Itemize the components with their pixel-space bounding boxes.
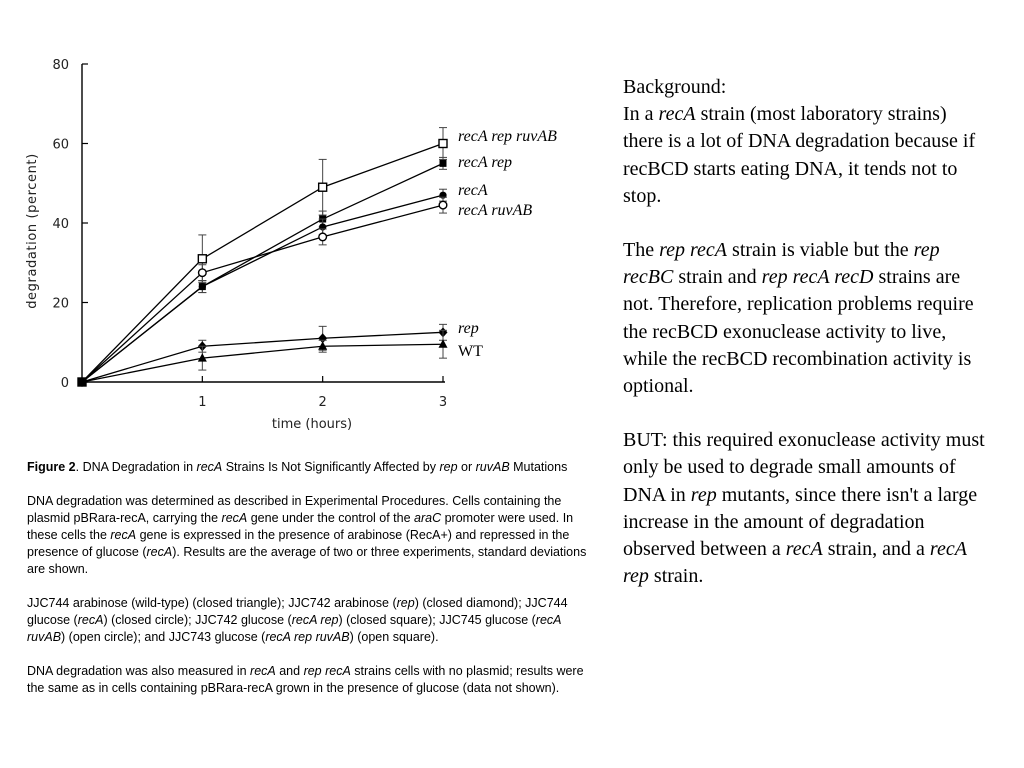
italic-term: recA ruvAB <box>27 613 562 644</box>
italic-term: rep <box>396 596 415 610</box>
figure-caption <box>27 459 587 714</box>
italic-term: ruvAB <box>475 460 510 474</box>
caption-title <box>27 459 587 476</box>
background-paragraph-2: The rep recA strain is viable but the rep recBC strain and rep recA recD strains are not. Therefore, replication problems require the recBCD exonuclease activity to live, while the recBCD recombination activity is optional. <box>623 239 974 398</box>
data-point-open-circle <box>319 233 327 241</box>
series-line <box>82 344 443 382</box>
series-line <box>82 163 443 382</box>
background-paragraph-1: In a recA strain (most laboratory strains) there is a lot of DNA degradation because if recBCD starts eating DNA, it tends not to stop. <box>623 103 976 207</box>
x-tick-label: 3 <box>438 395 448 410</box>
x-tick-label: 2 <box>318 395 327 410</box>
data-point-open-circle <box>199 269 207 277</box>
italic-term: recA <box>196 460 223 474</box>
italic-term: rep recA recD <box>761 266 874 289</box>
italic-term: rep recA <box>659 239 728 262</box>
y-tick-label: 20 <box>52 296 69 312</box>
x-tick-label: 1 <box>198 395 207 410</box>
italic-term: recA <box>146 545 173 559</box>
series-label: recA <box>458 182 488 199</box>
data-point-open-square <box>319 183 327 191</box>
data-point-open-square <box>198 255 206 263</box>
data-point-closed-triangle <box>318 341 327 350</box>
y-tick-label: 40 <box>52 217 69 232</box>
data-point-open-circle <box>439 201 447 209</box>
series-line <box>82 144 443 383</box>
italic-term: recA <box>110 528 137 542</box>
italic-term: rep recBC <box>623 239 940 289</box>
data-point-closed-circle <box>199 283 206 290</box>
italic-term: recA <box>221 511 248 525</box>
series-label: recA rep ruvAB <box>458 128 557 145</box>
y-tick-label: 60 <box>52 137 69 153</box>
italic-term: recA <box>250 664 276 678</box>
italic-term: rep recA <box>303 664 351 678</box>
background-text <box>623 74 988 617</box>
caption-paragraph-3: DNA degradation was also measured in recA and rep recA strains cells with no plasmid; results were the same as in cells containing pBRara-recA grown in the presence of glucose (data not shown). <box>27 664 584 695</box>
y-axis-label: degradation (percent) <box>25 153 40 309</box>
figure-label: Figure 2 <box>27 460 76 474</box>
italic-term: rep <box>690 483 717 506</box>
italic-term: recA rep <box>623 538 967 588</box>
series-label: WT <box>458 343 483 360</box>
italic-term: rep <box>439 460 458 474</box>
italic-term: araC <box>414 511 442 525</box>
series-label: recA rep <box>458 154 513 171</box>
data-point-open-square <box>439 140 447 148</box>
series-label: rep <box>458 320 479 337</box>
background-heading: Background: <box>623 76 727 98</box>
degradation-chart <box>0 0 600 450</box>
data-point-closed-square <box>440 160 447 167</box>
italic-term: recA <box>77 613 104 627</box>
series-label: recA ruvAB <box>458 202 533 219</box>
italic-term: recA <box>658 103 696 126</box>
y-tick-label: 0 <box>60 376 69 391</box>
y-tick-label: 80 <box>52 58 69 73</box>
caption-paragraph-2: JJC744 arabinose (wild-type) (closed triangle); JJC742 arabinose (rep) (closed diamond); JJC744 glucose (recA) (closed circle); JJC742 glucose (recA rep) (closed square); JJC745 glucose (recA ruvAB) (open circle); and JJC743 glucose (recA rep ruvAB) (open square). <box>27 596 568 644</box>
chart-svg <box>0 0 600 450</box>
background-paragraph-3: BUT: this required exonuclease activity must only be used to degrade small amounts of DNA in rep mutants, since there isn't a large increase in the amount of degradation observed between a recA strain, and a recA rep strain. <box>623 429 985 588</box>
italic-term: recA rep <box>291 613 339 627</box>
x-axis-label: time (hours) <box>271 417 353 432</box>
caption-title-text: . DNA Degradation in recA Strains Is Not Significantly Affected by rep or ruvAB Mutations <box>75 460 568 474</box>
caption-paragraph-1: DNA degradation was determined as described in Experimental Procedures. Cells containing the plasmid pBRara-recA, carrying the recA gene under the control of the araC promoter were used. In these cells the recA gene is expressed in the presence of arabinose (RecA+) and repressed in the presence of glucose (recA). Results are the average of two or three experiments, standard deviations are shown. <box>27 494 587 576</box>
italic-term: recA <box>785 538 823 561</box>
series-line <box>82 205 443 382</box>
italic-term: recA rep ruvAB <box>265 630 350 644</box>
